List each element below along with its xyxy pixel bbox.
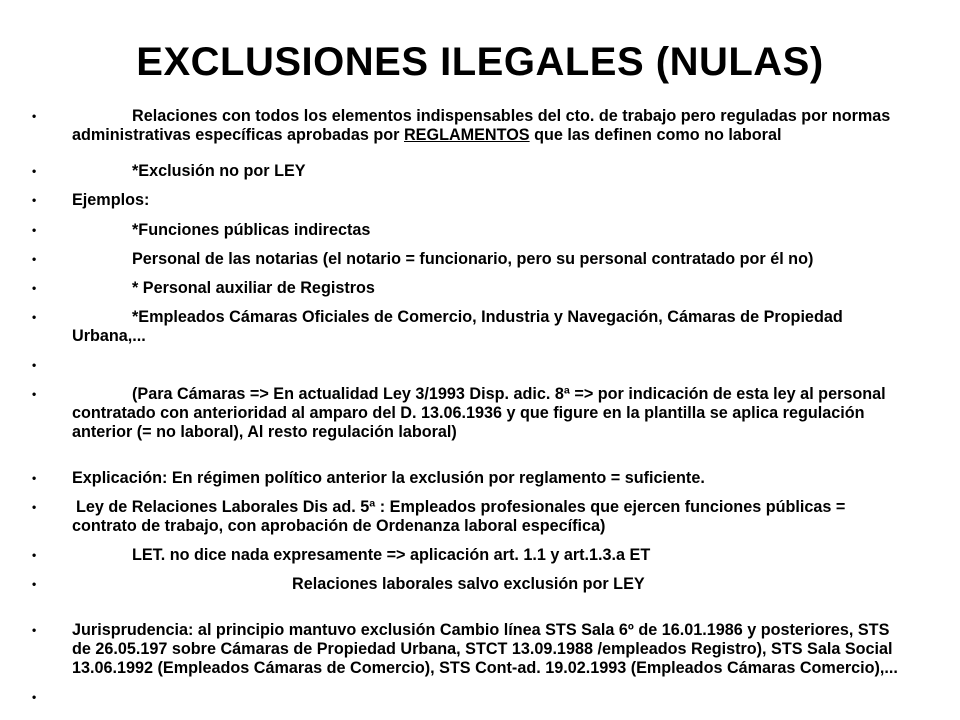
bullet-icon: • bbox=[32, 387, 37, 401]
item-text: (Para Cámaras => En actualidad Ley 3/1993 Disp. adic. 8ª => por indicación de esta ley al personal contratado con anterioridad al amparo del D. 13.06.1936 y que figure en la plantilla se aplica regulación anterior (= no laboral), Al resto regulación laboral) bbox=[72, 385, 886, 441]
list-item bbox=[32, 162, 912, 181]
list-item bbox=[32, 575, 912, 594]
list-item bbox=[32, 279, 912, 298]
item-text: Jurisprudencia: al principio mantuvo exclusión Cambio línea STS Sala 6º de 16.01.1986 y posteriores, STS de 26.05.197 sobre Cámaras de Propiedad Urbana, STCT 13.09.1988 /empleados Registro), STS Sala Social 13.06.1992 (Empleados Cámaras de Comercio), STS Cont-ad. 19.02.1993 (Empleados Cámaras Comercio),... bbox=[72, 621, 898, 677]
item-text: Relaciones laborales salvo exclusión por LEY bbox=[292, 575, 645, 593]
list-item bbox=[32, 688, 912, 707]
list-item bbox=[32, 385, 912, 442]
bullet-icon: • bbox=[32, 690, 37, 704]
bullet-icon: • bbox=[32, 471, 37, 485]
item-text: Personal de las notarias (el notario = funcionario, pero su personal contratado por él no) bbox=[132, 250, 814, 268]
list-item bbox=[32, 498, 912, 536]
item-text: *Empleados Cámaras Oficiales de Comercio, Industria y Navegación, Cámaras de Propiedad Urbana,... bbox=[72, 308, 843, 345]
bullet-icon: • bbox=[32, 252, 37, 266]
item-text: * Personal auxiliar de Registros bbox=[132, 279, 375, 297]
list-item bbox=[32, 308, 912, 346]
reglamentos-underlined: REGLAMENTOS bbox=[403, 126, 530, 144]
bullet-icon: • bbox=[32, 500, 37, 514]
item-text: *Exclusión no por LEY bbox=[132, 162, 306, 180]
bullet-icon: • bbox=[32, 623, 37, 637]
item-text: *Funciones públicas indirectas bbox=[132, 221, 371, 239]
list-item bbox=[32, 546, 912, 565]
list-item bbox=[32, 356, 912, 375]
item-text: LET. no dice nada expresamente => aplicación art. 1.1 y art.1.3.a ET bbox=[132, 546, 651, 564]
list-item bbox=[32, 621, 912, 678]
item-text: Ley de Relaciones Laborales Dis ad. 5ª : Empleados profesionales que ejercen funciones públicas = contrato de trabajo, con aprobación de Ordenanza laboral específica) bbox=[72, 498, 846, 535]
list-item bbox=[32, 250, 912, 269]
bullet-list bbox=[32, 107, 912, 707]
item-text: Relaciones con todos los elementos indispensables del cto. de trabajo pero reguladas por normas administrativas específicas aprobadas por bbox=[72, 107, 891, 144]
bullet-icon: • bbox=[32, 548, 37, 562]
list-item bbox=[32, 107, 912, 145]
list-item bbox=[32, 469, 912, 488]
item-text: Ejemplos: bbox=[72, 191, 150, 209]
list-item bbox=[32, 191, 912, 210]
slide-title: EXCLUSIONES ILEGALES (NULAS) bbox=[136, 40, 824, 84]
bullet-icon: • bbox=[32, 310, 37, 324]
bullet-icon: • bbox=[32, 109, 37, 123]
bullet-icon: • bbox=[32, 164, 37, 178]
bullet-icon: • bbox=[32, 223, 37, 237]
bullet-icon: • bbox=[32, 577, 37, 591]
item-text: Explicación: En régimen político anterior la exclusión por reglamento = suficiente. bbox=[72, 469, 705, 487]
bullet-icon: • bbox=[32, 281, 37, 295]
bullet-icon: • bbox=[32, 193, 37, 207]
item-text: que las definen como no laboral bbox=[529, 126, 782, 144]
list-item bbox=[32, 221, 912, 240]
bullet-icon: • bbox=[32, 358, 37, 372]
